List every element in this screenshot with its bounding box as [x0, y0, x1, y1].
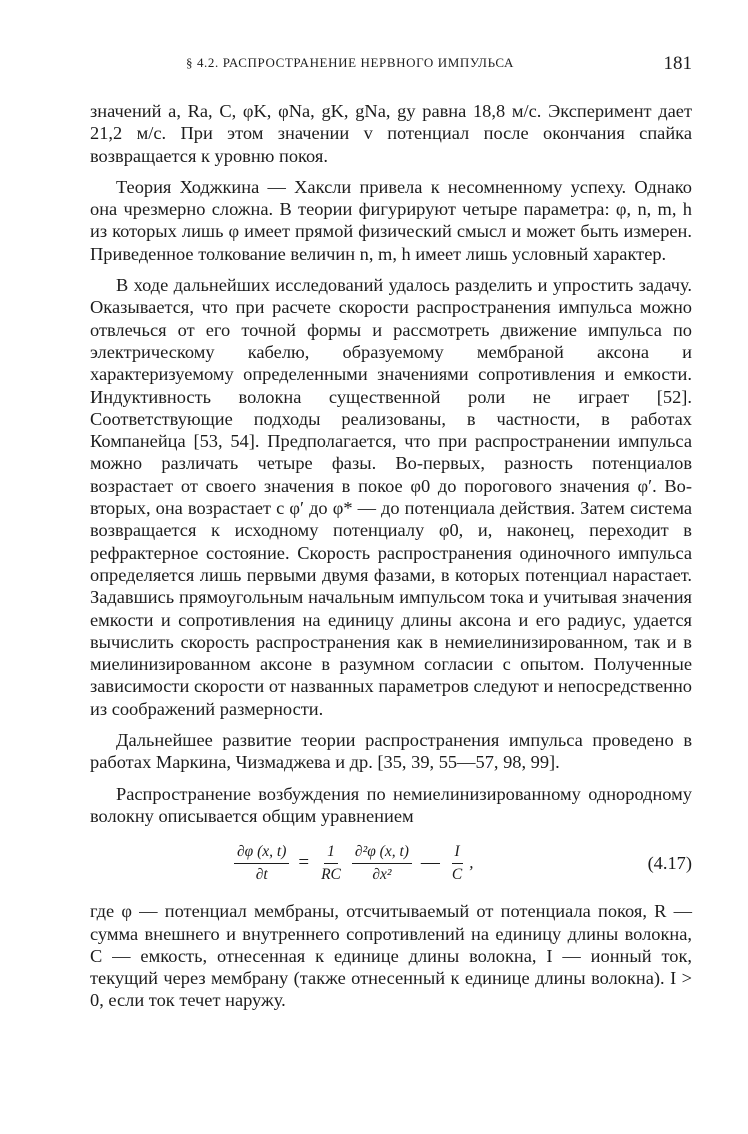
- paragraph-2: Теория Ходжкина — Хаксли привела к несомненному успеху. Однако она чрезмерно сложна. В теории фигурируют четыре параметра: φ, n, m, h из которых лишь φ имеет прямой физический смысл и может быть измерен. Приведенное толкование величин n, m, h имеет лишь условный характер.: [90, 176, 692, 264]
- lhs-numerator: ∂φ (x, t): [234, 843, 289, 864]
- paragraph-3: В ходе дальнейших исследований удалось разделить и упростить задачу. Оказывается, что при расчете скорости распространения импульса можно отвлечься от его точной формы и рассмотреть движение импульса по электрическому кабелю, образуемому мембраной аксона и характеризуемому определенными значениями сопротивления и емкости. Индуктивность волокна существенной роли не играет [52]. Соответствующие подходы реализованы, в частности, в работах Компанейца [53, 54]. Предполагается, что при распространении импульса можно различать четыре фазы. Во-первых, разность потенциалов возрастает от своего значения в покое φ0 до порогового значения φ′. Во-вторых, она возрастает с φ′ до φ* — до потенциала действия. Затем система возвращается к исходному потенциалу φ0, и, наконец, переходит в рефрактерное состояние. Скорость распространения одиночного импульса определяется лишь первыми двумя фазами, в которых потенциал нарастает. Задавшись прямоугольным начальным импульсом тока и учитывая значения емкости и сопротивления на единицу длины аксона и его радиус, удается вычислить скорость распространения как в немиелинизированном, так и в миелинизированном аксоне в разумном согласии с опытом. Полученные зависимости скорости от названных параметров следуют и непосредственно из соображений размерности.: [90, 275, 692, 719]
- second-derivative-numerator: ∂²φ (x, t): [352, 843, 412, 864]
- equation-4-17: [90, 836, 692, 890]
- coefficient-denominator: RC: [321, 865, 341, 883]
- equation-number: (4.17): [647, 853, 692, 874]
- second-derivative-fraction: [352, 843, 412, 884]
- equals-sign: =: [298, 852, 310, 874]
- page-body: [90, 100, 692, 1021]
- paragraph-5: Распространение возбуждения по немиелинизированному однородному волокну описывается общим уравнением: [90, 783, 692, 826]
- lhs-denominator: ∂t: [255, 865, 268, 883]
- paragraph-4: Дальнейшее развитие теории распространения импульса проведено в работах Маркина, Чизмаджева и др. [35, 39, 55—57, 98, 99].: [90, 730, 692, 773]
- equation-body: [230, 836, 474, 890]
- current-numerator: I: [452, 843, 463, 864]
- coefficient-fraction: [318, 843, 344, 884]
- current-denominator: C: [451, 865, 463, 883]
- paragraph-after-equation: где φ — потенциал мембраны, отсчитываемый от потенциала покоя, R — сумма внешнего и внутреннего сопротивлений на единицу длины волокна, C — емкость, отнесенная к единице длины волокна, I — ионный ток, текущий через мембрану (также отнесенный к единице длины волокна). I > 0, если ток течет наружу.: [90, 901, 692, 1011]
- running-title: § 4.2. РАСПРОСТРАНЕНИЕ НЕРВНОГО ИМПУЛЬСА: [186, 55, 514, 70]
- page-number: 181: [663, 53, 692, 74]
- page-header: [92, 55, 692, 81]
- second-derivative-denominator: ∂x²: [372, 865, 392, 883]
- coefficient-numerator: 1: [324, 843, 338, 864]
- paragraph-1: значений a, Ra, C, φK, φNa, gK, gNa, gy равна 18,8 м/с. Эксперимент дает 21,2 м/с. При этом значении v потенциал после окончания спайка возвращается к уровню покоя.: [90, 101, 692, 166]
- lhs-fraction: [234, 843, 289, 884]
- minus-sign: —: [420, 852, 440, 874]
- equation-comma: ,: [469, 853, 474, 873]
- current-fraction: [449, 843, 465, 884]
